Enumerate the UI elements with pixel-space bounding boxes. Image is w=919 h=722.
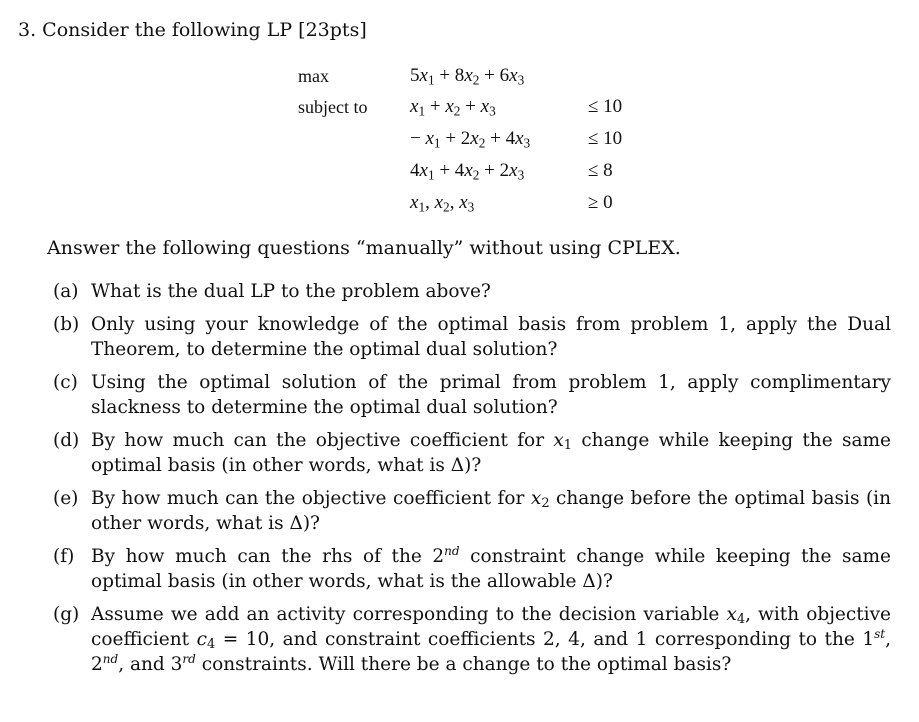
objective-expression: $5x_1 + 8x_2 + 6x_3$ <box>410 65 525 88</box>
problem-heading: 3. Consider the following LP [23pts] <box>18 19 367 41</box>
question-label: (d) <box>53 430 80 451</box>
question-label: (e) <box>53 488 79 509</box>
question-a <box>53 279 891 304</box>
constraint-1-expression: $x_1 + x_2 + x_3$ <box>410 96 496 119</box>
question-text: By how much can the objective coefficient for $x_1$ change while keeping the same optimal basis (in other words, what is Δ)? <box>91 430 891 476</box>
question-label: (a) <box>53 281 79 302</box>
question-text: By how much can the rhs of the 2nd constraint change while keeping the same optimal basis (in other words, what is the allowable Δ)? <box>91 543 891 592</box>
question-text: Only using your knowledge of the optimal basis from problem 1, apply the Dual Theorem, to determine the optimal dual solution? <box>91 314 891 360</box>
question-f <box>53 544 891 594</box>
question-label: (c) <box>53 372 78 393</box>
question-text: What is the dual LP to the problem above? <box>91 281 491 302</box>
question-c <box>53 370 891 420</box>
constraint-2-expression: − $x_1 + 2x_2 + 4x_3$ <box>410 128 531 151</box>
nonnegativity-expression: $x_1$, $x_2$, $x_3$ <box>410 192 475 215</box>
question-label: (g) <box>53 604 80 625</box>
question-b <box>53 312 891 362</box>
objective-label: max <box>298 66 329 86</box>
question-d <box>53 428 891 478</box>
nonnegativity-rhs: ≥ 0 <box>588 192 613 213</box>
question-text: Using the optimal solution of the primal from problem 1, apply complimentary slackness to determine the optimal dual solution? <box>91 372 891 418</box>
question-text: By how much can the objective coefficient for $x_2$ change before the optimal basis (in other words, what is Δ)? <box>91 488 891 534</box>
question-label: (b) <box>53 314 80 335</box>
constraint-1-rhs: ≤ 10 <box>588 96 623 117</box>
constraint-2-rhs: ≤ 10 <box>588 128 623 149</box>
question-g <box>53 602 891 677</box>
constraint-3-rhs: ≤ 8 <box>588 160 613 181</box>
question-e <box>53 486 891 536</box>
instructions-text: Answer the following questions “manually” without using CPLEX. <box>47 237 681 259</box>
question-text: Assume we add an activity corresponding to the decision variable $x_4$, with objective coefficient $c_4 = 10$, and constraint coefficients 2, 4, and 1 corresponding to the 1st, 2nd, and 3rd constraints. Will there be a change to the optimal basis? <box>91 604 891 675</box>
constraints-label: subject to <box>298 97 368 117</box>
constraint-3-expression: $4x_1 + 4x_2 + 2x_3$ <box>410 160 525 183</box>
question-label: (f) <box>53 546 75 567</box>
question-list <box>53 279 891 685</box>
